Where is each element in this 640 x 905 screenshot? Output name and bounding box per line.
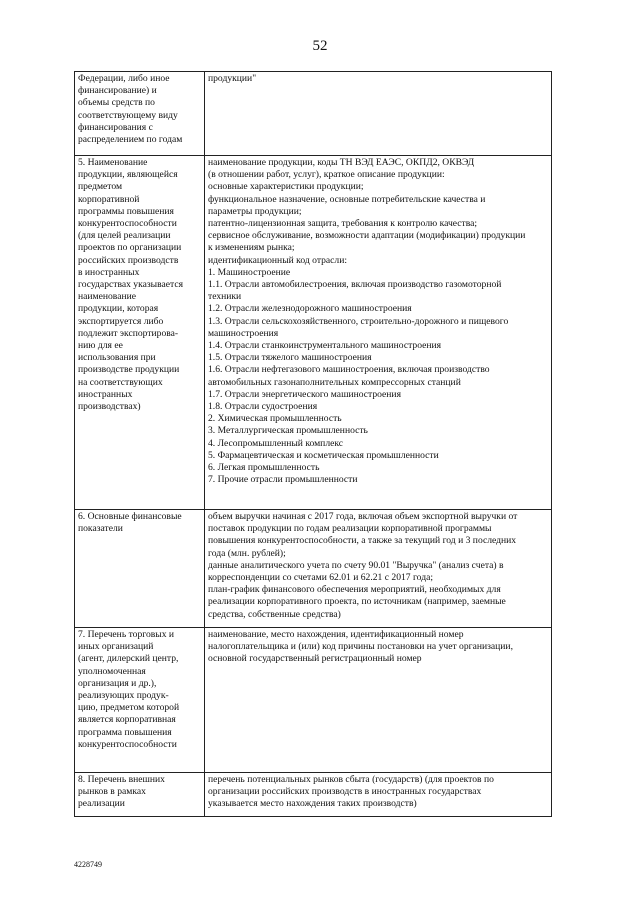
text-line: года (млн. рублей); — [208, 547, 286, 559]
row-content-cell — [205, 72, 552, 156]
text-line: 1.4. Отрасли станкоинструментального машиностроения — [208, 340, 442, 352]
text-line: объем выручки начиная с 2017 года, включая объем экспортной выручки от — [208, 511, 518, 522]
text-line: Федерации, либо иное — [78, 73, 170, 84]
text-line: программа повышения — [78, 726, 172, 738]
text-line: производствах) — [78, 401, 141, 413]
text-line: патентно-лицензионная защита, требования к контролю качества; — [208, 218, 478, 230]
text-line: 1. Машиностроение — [208, 266, 291, 278]
text-line: 5. Наименование — [78, 157, 148, 168]
text-line: параметры продукции; — [208, 205, 302, 217]
row-label-cell — [75, 72, 205, 156]
text-line: 1.2. Отрасли железнодорожного машиностроения — [208, 303, 412, 315]
text-line: функциональное назначение, основные потребительские качества и — [208, 193, 486, 205]
text-line: налогоплательщика и (или) код причины постановки на учет организации, — [208, 641, 513, 653]
text-line: проектов по организации — [78, 242, 182, 254]
row-label-cell — [75, 773, 205, 817]
text-line: к изменениям рынка; — [208, 242, 295, 254]
text-line: нию для ее — [78, 340, 123, 352]
text-line: является корпоративная — [78, 714, 176, 726]
text-line: корпоративной — [78, 193, 140, 205]
page-number: 52 — [312, 38, 328, 54]
text-line: поставок продукции по годам реализации корпоративной программы — [208, 523, 492, 535]
text-line: 1.5. Отрасли тяжелого машиностроения — [208, 352, 372, 364]
text-line: (в отношении работ, услуг), краткое описание продукции: — [208, 169, 445, 181]
text-line: 7. Перечень торговых и — [78, 629, 175, 640]
text-line: подлежит экспортирова- — [78, 327, 179, 339]
text-line: повышения конкурентоспособности, а также за текущий год и 3 последних — [208, 535, 517, 547]
text-line: рынков в рамках — [78, 786, 146, 798]
text-line: 5. Фармацевтическая и косметическая промышленности — [208, 449, 439, 461]
text-line: экспортируется либо — [78, 315, 164, 327]
text-line: 1.6. Отрасли нефтегазового машиностроения, включая производство — [208, 364, 490, 376]
text-line: 7. Прочие отрасли промышленности — [208, 474, 358, 486]
text-line: на соответствующих — [78, 376, 163, 388]
table-row — [75, 510, 552, 628]
text-line: наименование продукции, коды ТН ВЭД ЕАЭС, ОКПД2, ОКВЭД — [208, 157, 475, 168]
text-line: 8. Перечень внешних — [78, 774, 165, 785]
text-line: предметом — [78, 181, 123, 193]
text-line: продукции" — [208, 73, 257, 84]
text-line: продукции, которая — [78, 303, 159, 315]
text-line: корреспонденции со счетами 62.01 и 62.21 с 2017 года; — [208, 572, 433, 584]
text-line: 4. Лесопромышленный комплекс — [208, 437, 344, 449]
text-line: автомобильных газонаполнительных компрессорных станций — [208, 376, 461, 388]
text-line: 2. Химическая промышленность — [208, 413, 342, 425]
text-line: организации российских производств в иностранных государствах — [208, 786, 482, 798]
row-content-cell — [205, 156, 552, 510]
text-line: сервисное обслуживание, возможности адаптации (модификации) продукции — [208, 230, 526, 242]
text-line: основные характеристики продукции; — [208, 181, 364, 193]
row-content-cell — [205, 628, 552, 773]
row-label-cell — [75, 628, 205, 773]
text-line: соответствующему виду — [78, 109, 178, 121]
text-line: использования при — [78, 352, 156, 364]
text-line: российских производств — [78, 254, 179, 266]
text-line: идентификационный код отрасли: — [208, 254, 348, 266]
row-content-cell — [205, 510, 552, 628]
text-line: 1.8. Отрасли судостроения — [208, 401, 318, 413]
text-line: 6. Основные финансовые — [78, 511, 182, 522]
text-line: государствах указывается — [78, 279, 184, 291]
table-row — [75, 628, 552, 773]
row-content-cell — [205, 773, 552, 817]
text-line: наименование — [78, 291, 136, 303]
text-line: распределением по годам — [78, 134, 183, 146]
text-line: 3. Металлургическая промышленность — [208, 425, 368, 437]
text-line: финансирования с — [78, 121, 153, 133]
table-row — [75, 156, 552, 510]
text-line: данные аналитического учета по счету 90.01 "Выручка" (анализ счета) в — [208, 559, 504, 571]
text-line: перечень потенциальных рынков сбыта (государств) (для проектов по — [208, 774, 494, 785]
table-row — [75, 773, 552, 817]
text-line: реализующих продук- — [78, 690, 169, 702]
text-line: конкурентоспособности — [78, 738, 177, 750]
text-line: 6. Легкая промышленность — [208, 462, 320, 474]
text-line: указывается место нахождения таких производств) — [208, 798, 417, 810]
text-line: иных организаций — [78, 641, 154, 653]
text-line: 1.1. Отрасли автомобилестроения, включая производство газомоторной — [208, 279, 502, 291]
text-line: реализации — [78, 798, 125, 810]
text-line: уполномоченная — [78, 665, 146, 677]
row-label-cell — [75, 510, 205, 628]
text-line: в иностранных — [78, 266, 140, 278]
document-code: 4228749 — [74, 860, 102, 869]
text-line: основной государственный регистрационный номер — [208, 653, 422, 665]
text-line: иностранных — [78, 388, 133, 400]
text-line: показатели — [78, 523, 123, 535]
text-line: 1.3. Отрасли сельскохозяйственного, строительно-дорожного и пищевого — [208, 315, 509, 327]
table-row — [75, 72, 552, 156]
text-line: средства, собственные средства) — [208, 608, 341, 620]
text-line: конкурентоспособности — [78, 218, 177, 230]
text-line: программы повышения — [78, 205, 174, 217]
row-label-cell — [75, 156, 205, 510]
text-line: цию, предметом которой — [78, 702, 180, 714]
requirements-table — [74, 71, 552, 817]
text-line: (для целей реализации — [78, 230, 171, 242]
text-line: план-график финансового обеспечения мероприятий, необходимых для — [208, 584, 501, 596]
text-line: организация и др.), — [78, 677, 157, 689]
text-line: наименование, место нахождения, идентификационный номер — [208, 629, 464, 640]
text-line: объемы средств по — [78, 97, 155, 109]
text-line: финансирование) и — [78, 85, 157, 97]
text-line: (агент, дилерский центр, — [78, 653, 179, 665]
text-line: машиностроения — [208, 327, 279, 339]
text-line: продукции, являющейся — [78, 169, 178, 181]
text-line: производстве продукции — [78, 364, 180, 376]
text-line: реализации корпоративного проекта, по источникам (например, заемные — [208, 596, 506, 608]
text-line: техники — [208, 291, 242, 303]
text-line: 1.7. Отрасли энергетического машиностроения — [208, 388, 401, 400]
